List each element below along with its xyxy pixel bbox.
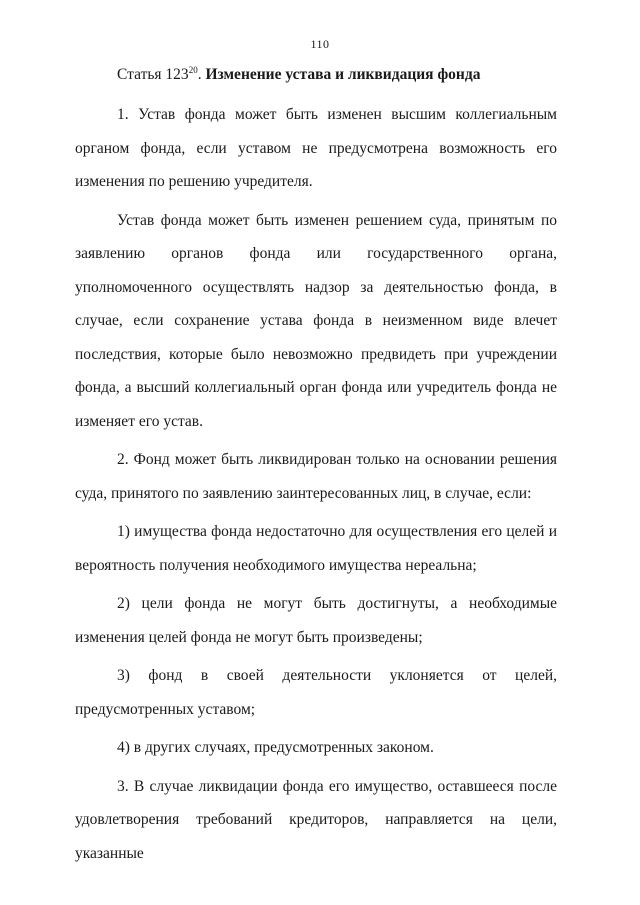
page-number: 110 bbox=[310, 37, 330, 51]
paragraph-3: 2. Фонд может быть ликвидирован только на основании решения суда, принятого по заявлению заинтересованных лиц, в случае, если: bbox=[75, 451, 557, 502]
article-superscript: 20 bbox=[188, 65, 198, 75]
list-item-2: 2) цели фонда не могут быть достигнуты, а необходимые изменения целей фонда не могут быть произведены; bbox=[75, 595, 557, 646]
article-separator: . bbox=[197, 66, 206, 83]
paragraph-2: Устав фонда может быть изменен решением суда, принятым по заявлению органов фонда или государственного органа, уполномоченного осуществлять надзор за деятельностью фонда, в случае, если сохранение устава фонда в неизменном виде влечет последствия, которые было невозможно предвидеть при учреждении фонда, а высший коллегиальный орган фонда или учредитель фонда не изменяет его устав. bbox=[75, 211, 557, 430]
article-heading bbox=[117, 66, 480, 84]
article-prefix: Статья 123 bbox=[117, 66, 189, 83]
paragraph-4: 3. В случае ликвидации фонда его имущество, оставшееся после удовлетворения требований кредиторов, направляется на цели, указанные bbox=[75, 777, 557, 862]
list-item-4: 4) в других случаях, предусмотренных законом. bbox=[117, 739, 434, 756]
list-item-1: 1) имущества фонда недостаточно для осуществления его целей и вероятность получения необходимого имущества нереальна; bbox=[75, 523, 557, 574]
paragraph-1: 1. Устав фонда может быть изменен высшим коллегиальным органом фонда, если уставом не предусмотрена возможность его изменения по решению учредителя. bbox=[75, 106, 557, 190]
list-item-3: 3) фонд в своей деятельности уклоняется от целей, предусмотренных уставом; bbox=[75, 667, 557, 718]
article-body bbox=[75, 98, 557, 870]
article-title: Изменение устава и ликвидация фонда bbox=[205, 66, 481, 83]
